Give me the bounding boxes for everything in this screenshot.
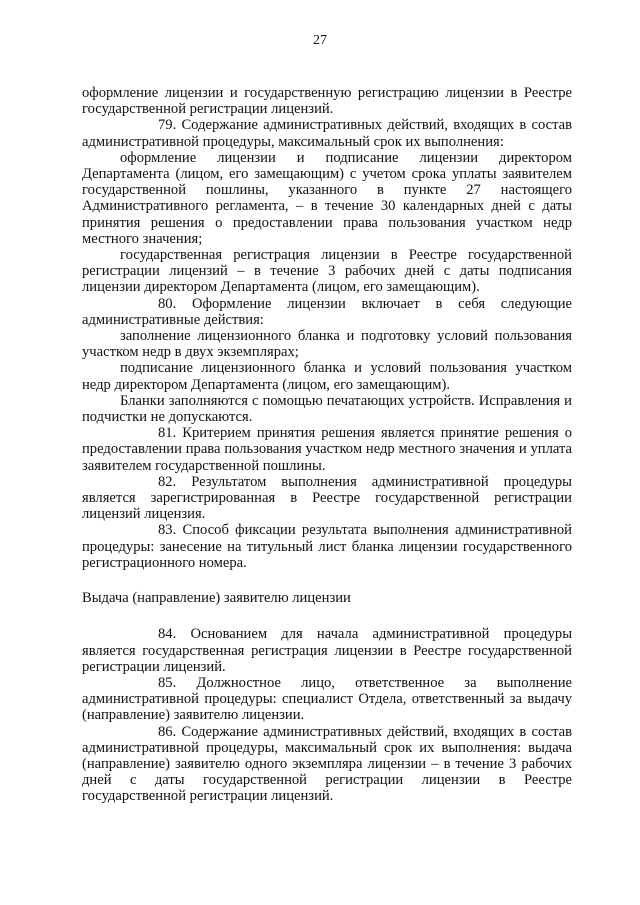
document-body (82, 85, 572, 805)
paragraph-79-item-2: государственная регистрация лицензии в Реестре государственной регистрации лицензий – в течение 3 рабочих дней с даты подписания лицензии директором Департамента (лицом, его замещающим). (82, 247, 572, 296)
paragraph-81: 81. Критерием принятия решения является принятие решения о предоставлении права пользования участком недр местного значения и уплата заявителем государственной пошлины. (82, 425, 572, 474)
page-number: 27 (313, 33, 327, 48)
paragraph-80-item-2: подписание лицензионного бланка и условий пользования участком недр директором Департамента (лицом, его замещающим). (82, 360, 572, 393)
paragraph-79-item-1: оформление лицензии и подписание лицензии директором Департамента (лицом, его замещающим) с учетом срока уплаты заявителем государственной пошлины, указанного в пункте 27 настоящего Административного регламента, – в течение 30 календарных дней с даты принятия решения о предоставлении права пользования участком недр местного значения; (82, 149, 572, 247)
paragraph-number: 81. (158, 425, 177, 442)
paragraph-79: 79. Содержание административных действий, входящих в состав административной процедуры, максимальный срок их выполнения: (82, 117, 573, 150)
paragraph-number: 86. (158, 723, 177, 740)
paragraph-number: 85. (158, 674, 177, 691)
paragraph-82: 82. Результатом выполнения административной процедуры является зарегистрированная в Реестре государственной регистрации лицензий лицензия. (82, 473, 572, 523)
paragraph-number: 79. (158, 117, 177, 134)
paragraph-continuation: оформление лицензии и государственную регистрацию лицензии в Реестре государственной регистрации лицензий. (82, 85, 572, 118)
paragraph-80-item-1: заполнение лицензионного бланка и подготовку условий пользования участком недр в двух экземплярах; (82, 328, 572, 361)
paragraph-number: 83. (158, 522, 177, 539)
paragraph-84: 84. Основанием для начала административной процедуры является государственная регистрация лицензии в Реестре государственной регистрации лицензий. (82, 626, 572, 675)
paragraph-number: 82. (158, 473, 177, 490)
section-heading: Выдача (направление) заявителю лицензии (82, 590, 351, 607)
paragraph-number: 80. (158, 295, 177, 312)
paragraph-83: 83. Способ фиксации результата выполнения административной процедуры: занесение на титульный лист бланка лицензии государственного регистрационного номера. (82, 522, 572, 571)
paragraph-number: 84. (158, 626, 177, 643)
paragraph-85: 85. Должностное лицо, ответственное за выполнение административной процедуры: специалист Отдела, ответственный за выдачу (направление) заявителю лицензии. (82, 674, 572, 724)
paragraph-80: 80. Оформление лицензии включает в себя следующие административные действия: (82, 295, 572, 328)
paragraph-80-note: Бланки заполняются с помощью печатающих устройств. Исправления и подчистки не допускаются. (82, 392, 572, 426)
paragraph-86: 86. Содержание административных действий, входящих в состав административной процедуры, максимальный срок их выполнения: выдача (направление) заявителю одного экземпляра лицензии – в течение 3 рабочих дней с даты государственной регистрации лицензии в Реестре государственной регистрации лицензий. (82, 723, 573, 805)
